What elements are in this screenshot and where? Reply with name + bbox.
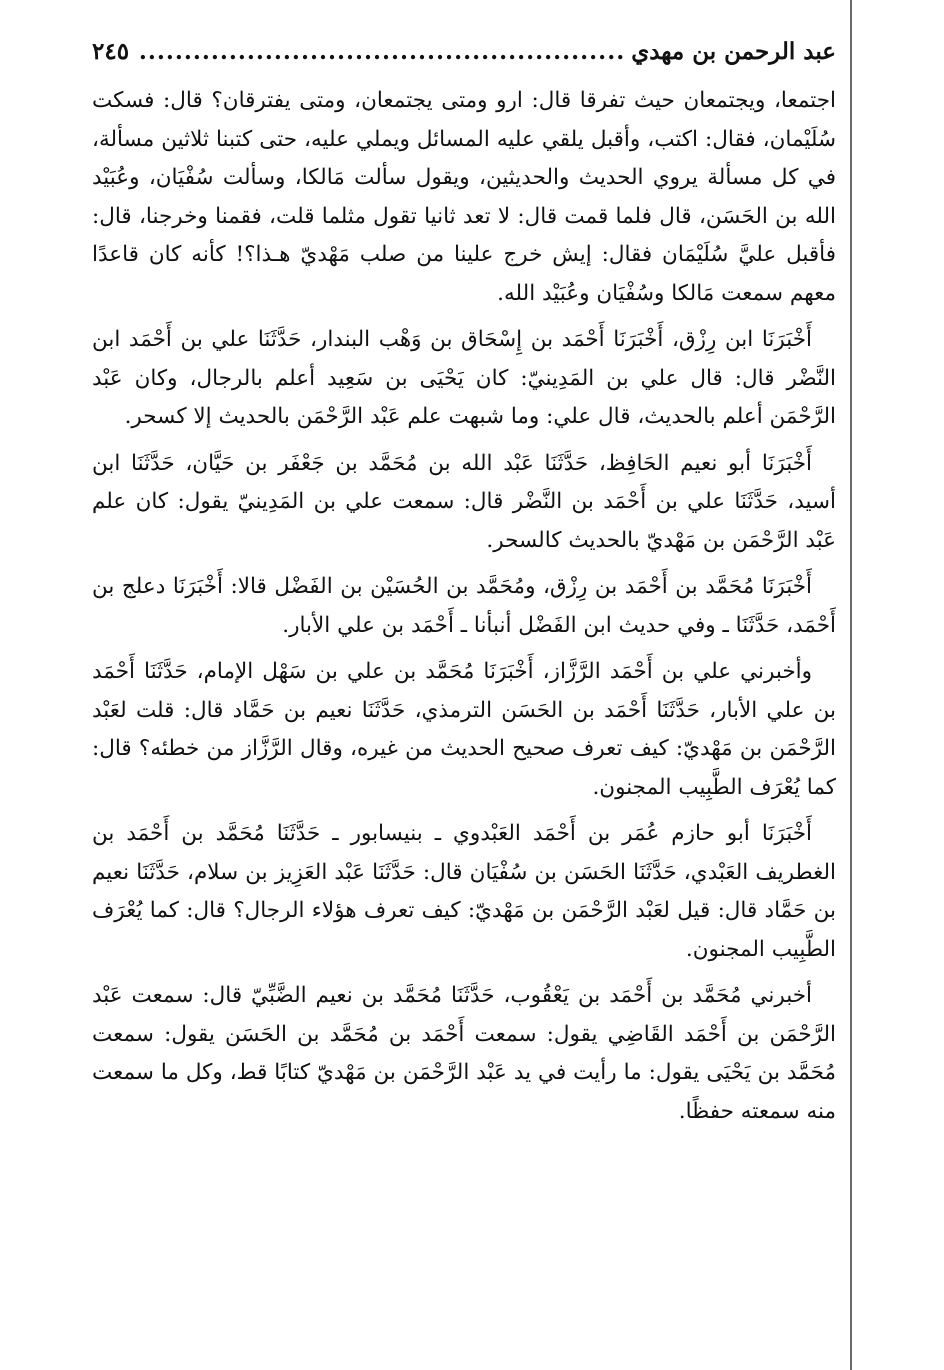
paragraph: أَخْبَرَنَا ابن رِزْق، أَخْبَرَنَا أَحْمَد بن إِسْحَاق بن وَهْب البندار، حَدَّثَنَا علي بن أَحْمَد ابن النَّضْر قال: قال علي بن المَدِينيّ: كان يَحْيَى بن سَعِيد أعلم بالرجال، وكان عَبْد الرَّحْمَن أعلم بالحديث، قال علي: وما شبهت علم عَبْد الرَّحْمَن بالحديث إلا كسحر.	[92, 327, 836, 429]
paragraph: أَخْبَرَنَا أبو نعيم الحَافِظ، حَدَّثَنَا عَبْد الله بن مُحَمَّد بن جَعْفَر بن حَيَّان، حَدَّثَنَا ابن أسيد، حَدَّثَنَا علي بن أَحْمَد بن النَّضْر قال: سمعت علي بن المَدِينيّ يقول: كان علم عَبْد الرَّحْمَن بن مَهْديّ بالحديث كالسحر.	[92, 450, 836, 553]
book-page	[92, 38, 836, 1131]
running-title: عبد الرحمن بن مهدي	[631, 38, 836, 65]
paragraph: أَخْبَرَنَا أبو حازم عُمَر بن أَحْمَد العَبْدوي ـ بنيسابور ـ حَدَّثَنَا مُحَمَّد بن أَحْمَد بن الغطريف العَبْدي، حَدَّثَنَا الحَسَن بن سُفْيَان قال: حَدَّثَنَا عَبْد العَزِيز بن سلام، حَدَّثَنَا نعيم بن حَمَّاد قال: قيل لعَبْد الرَّحْمَن بن مَهْديّ: كيف تعرف هؤلاء الرجال؟ قال: كما يُعْرَف الطَّبِيب المجنون.	[92, 821, 836, 962]
margin-rule	[850, 0, 852, 1370]
paragraph: أخبرني مُحَمَّد بن أَحْمَد بن يَعْقُوب، حَدَّثَنَا مُحَمَّد بن نعيم الضَّبِّيّ قال: سمعت عَبْد الرَّحْمَن بن أَحْمَد القَاضِي يقول: سمعت أَحْمَد بن مُحَمَّد بن الحَسَن يقول: سمعت مُحَمَّد بن يَحْيَى يقول: ما رأيت في يد عَبْد الرَّحْمَن بن مَهْديّ كتابًا قط، وكل ما سمعت منه سمعته حفظًا.	[92, 983, 836, 1124]
running-header	[92, 38, 836, 82]
page-number: ٢٤٥	[92, 38, 130, 65]
body-text	[92, 82, 836, 1131]
dot-leader: ......................................................	[138, 38, 626, 65]
paragraph: اجتمعا، ويجتمعان حيث تفرقا قال: ارو ومتى يجتمعان، ومتى يفترقان؟ قال: فسكت سُلَيْمان، فقال: اكتب، وأقبل يلقي عليه المسائل ويملي عليه، حتى كتبنا ثلاثين مسألة، في كل مسألة يروي الحديث والحديثين، ويقول سألت مَالكا، وسألت سُفْيَان، وعُبَيْد الله بن الحَسَن، قال فلما قمت قال: لا تعد ثانيا تقول مثلما قلت، فقمنا وخرجنا، قال: فأقبل عليَّ سُلَيْمَان فقال: إيش خرج علينا من صلب مَهْديّ هـذا؟! كأنه كان قاعدًا معهم سمعت مَالكا وسُفْيَان وعُبَيْد الله.	[92, 88, 836, 306]
paragraph: وأخبرني علي بن أَحْمَد الرَّزَّاز، أَخْبَرَنَا مُحَمَّد بن علي بن سَهْل الإمام، حَدَّثَنَا أَحْمَد بن علي الأبار، حَدَّثَنَا أَحْمَد بن الحَسَن الترمذي، حَدَّثَنَا نعيم بن حَمَّاد قال: قلت لعَبْد الرَّحْمَن بن مَهْديّ: كيف تعرف صحيح الحديث من غيره، وقال الرَّزَّاز من خطئه؟ قال: كما يُعْرَف الطَّبِيب المجنون.	[92, 659, 836, 800]
paragraph: أَخْبَرَنَا مُحَمَّد بن أَحْمَد بن رِزْق، ومُحَمَّد بن الحُسَيْن بن الفَضْل قالا: أَخْبَرَنَا دعلج بن أَحْمَد، حَدَّثَنَا ـ وفي حديث ابن الفَضْل أنبأنا ـ أَحْمَد بن علي الأبار.	[92, 574, 836, 638]
